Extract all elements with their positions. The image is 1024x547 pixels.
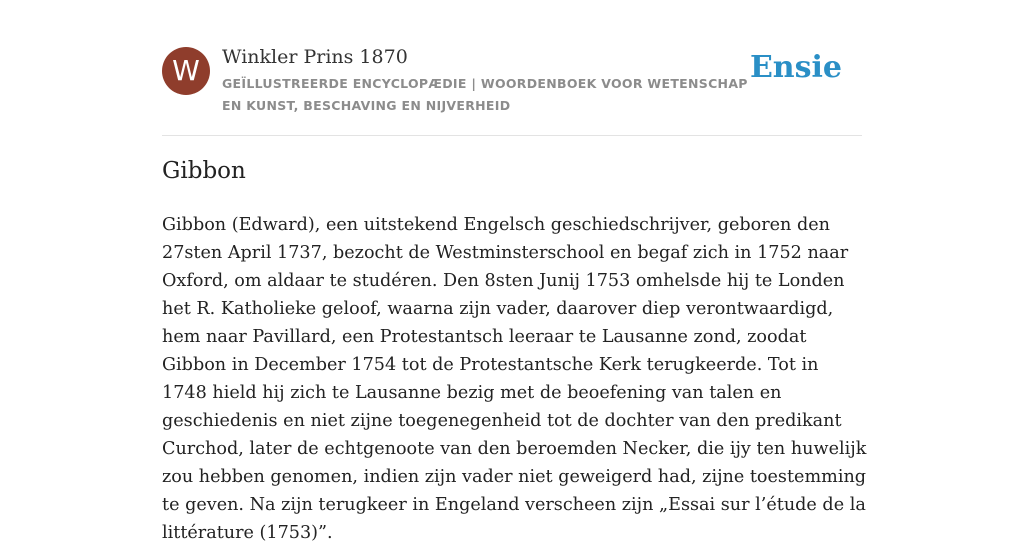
ensie-logo[interactable]: Ensie <box>749 50 842 85</box>
site-header <box>162 44 862 136</box>
source-title[interactable]: Winkler Prins 1870 <box>222 46 408 68</box>
article-title: Gibbon <box>162 158 246 184</box>
article-body: Gibbon (Edward), een uitstekend Engelsch geschiedschrijver, geboren den 27sten April 1737, bezocht de Westminsterschool en begaf zich in 1752 naar Oxford, om aldaar te studéren. Den 8sten Junij 1753 omhelsde hij te Londen het R. Katholieke geloof, waarna zijn vader, daarover diep verontwaardigd, hem naar Pavillard, een Protestantsch leeraar te Lausanne zond, zoodat Gibbon in December 1754 tot de Protestantsche Kerk terugkeerde. Tot in 1748 hield hij zich te Lausanne bezig met de beoefening van talen en geschiedenis en niet zijne toegenegenheid tot de dochter van den predikant Curchod, later de echtgenoote van den beroemden Necker, die ijy ten huwelijk zou hebben genomen, indien zijn vader niet geweigerd had, zijne toestemming te geven. Na zijn terugkeer in Engeland verscheen zijn „Essai sur l’étude de la littérature (1753)”. <box>162 215 867 543</box>
source-subtitle: GEÏLLUSTREERDE ENCYCLOPÆDIE | WOORDENBOEK VOOR WETENSCHAP EN KUNST, BESCHAVING EN NIJVERHEID <box>222 76 748 113</box>
source-avatar[interactable]: W <box>162 47 210 95</box>
